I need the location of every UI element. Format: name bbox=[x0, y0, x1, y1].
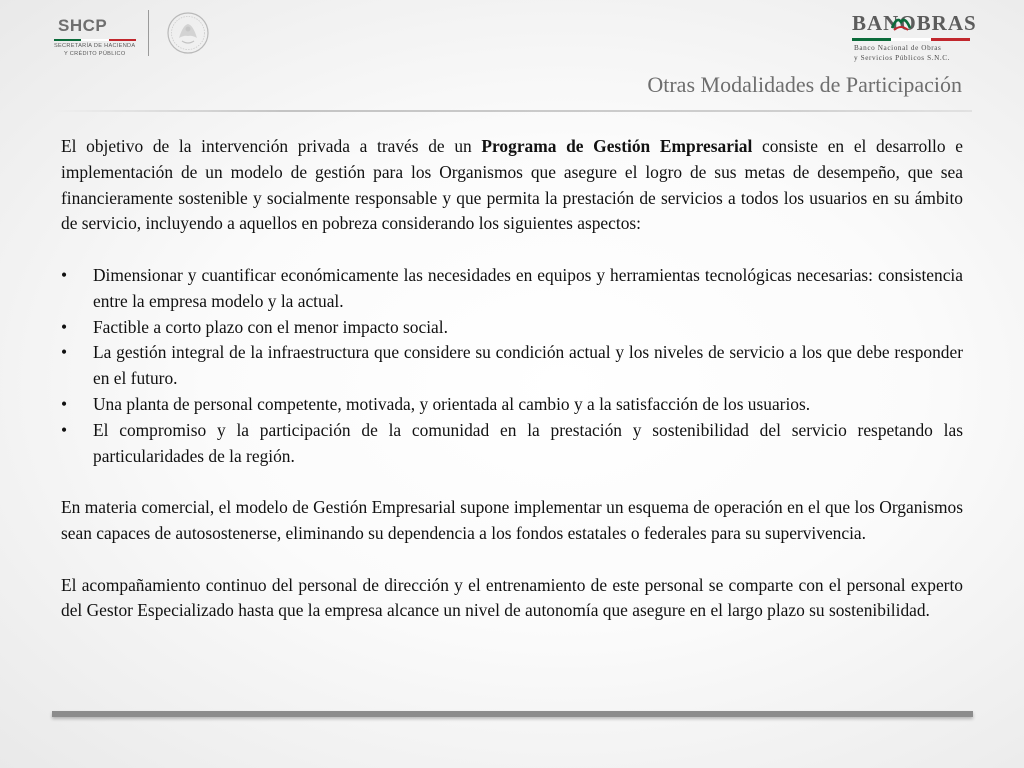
slide-title: Otras Modalidades de Participación bbox=[647, 72, 962, 97]
footer-bar bbox=[52, 711, 973, 717]
shcp-subtitle-line1: SECRETARÍA DE HACIENDA bbox=[54, 43, 136, 49]
bullet-icon: • bbox=[61, 342, 68, 363]
banobras-subtitle-line1: Banco Nacional de Obras bbox=[854, 44, 942, 52]
banobras-logo-name: BANOBRAS bbox=[852, 11, 977, 35]
list-item-text: La gestión integral de la infraestructura que considere su condición actual y los niveles de servicio a los que debe responder en el futuro. bbox=[93, 342, 963, 389]
banobras-emblem-icon bbox=[891, 14, 911, 32]
list-item-text: Factible a corto plazo con el menor impacto social. bbox=[93, 316, 448, 337]
shcp-bar-red bbox=[109, 39, 136, 41]
shcp-bar-white bbox=[81, 39, 108, 41]
intro-text-before: El objetivo de la intervención privada a través de un bbox=[61, 136, 482, 156]
banobras-bar-white bbox=[891, 38, 930, 41]
list-item-text: Dimensionar y cuantificar económicamente las necesidades en equipos y herramientas tecnológicas necesarias: consistencia entre la empresa modelo y la actual. bbox=[93, 264, 963, 311]
logo-divider bbox=[148, 10, 149, 56]
list-item bbox=[61, 263, 963, 315]
banobras-logo bbox=[848, 10, 978, 64]
national-seal-icon bbox=[166, 11, 210, 55]
slide-body bbox=[61, 134, 963, 624]
list-item bbox=[61, 418, 963, 470]
intro-text-after: consiste en el desarrollo e implementación de un modelo de gestión para los Organismos que asegure el logro de sus metas de desempeño, que sea financieramente sostenible y socialmente responsable y que permita la prestación de servicios a todos los usuarios en su ámbito de servicio, incluyendo a aquellos en pobreza considerando los siguientes aspectos: bbox=[61, 136, 963, 234]
banobras-bar-green bbox=[852, 38, 891, 41]
list-item-text: El compromiso y la participación de la comunidad en la prestación y sostenibilidad del servicio respetando las particularidades de la región. bbox=[93, 419, 963, 466]
shcp-subtitle-line2: Y CRÉDITO PÚBLICO bbox=[64, 51, 126, 57]
program-name-highlight: Programa de Gestión Empresarial bbox=[481, 136, 753, 156]
banobras-subtitle-line2: y Servicios Públicos S.N.C. bbox=[854, 54, 951, 62]
shcp-tricolor-bar bbox=[54, 39, 136, 41]
list-item bbox=[61, 392, 963, 418]
list-item-text: Una planta de personal competente, motivada, y orientada al cambio y a la satisfacción de los usuarios. bbox=[93, 393, 811, 414]
aspects-list bbox=[61, 263, 963, 469]
shcp-logo bbox=[50, 10, 220, 60]
shcp-bar-green bbox=[54, 39, 81, 41]
banobras-bar-red bbox=[931, 38, 970, 41]
intro-paragraph bbox=[61, 134, 963, 237]
bullet-icon: • bbox=[61, 419, 68, 440]
banobras-tricolor-bar bbox=[852, 38, 970, 41]
list-item bbox=[61, 340, 963, 392]
bullet-icon: • bbox=[61, 393, 68, 414]
training-paragraph: El acompañamiento continuo del personal de dirección y el entrenamiento de este personal se comparte con el personal experto del Gestor Especializado hasta que la empresa alcance un nivel de autonomía que asegure en el largo plazo su sostenibilidad. bbox=[61, 574, 963, 621]
title-divider bbox=[52, 110, 972, 112]
bullet-icon: • bbox=[61, 264, 68, 285]
shcp-logo-name: SHCP bbox=[58, 16, 108, 35]
bullet-icon: • bbox=[61, 316, 68, 337]
commercial-paragraph: En materia comercial, el modelo de Gestión Empresarial supone implementar un esquema de operación en el que los Organismos sean capaces de autosostenerse, eliminando su dependencia a los fondos estatales o federales para su supervivencia. bbox=[61, 497, 963, 543]
list-item bbox=[61, 315, 963, 341]
